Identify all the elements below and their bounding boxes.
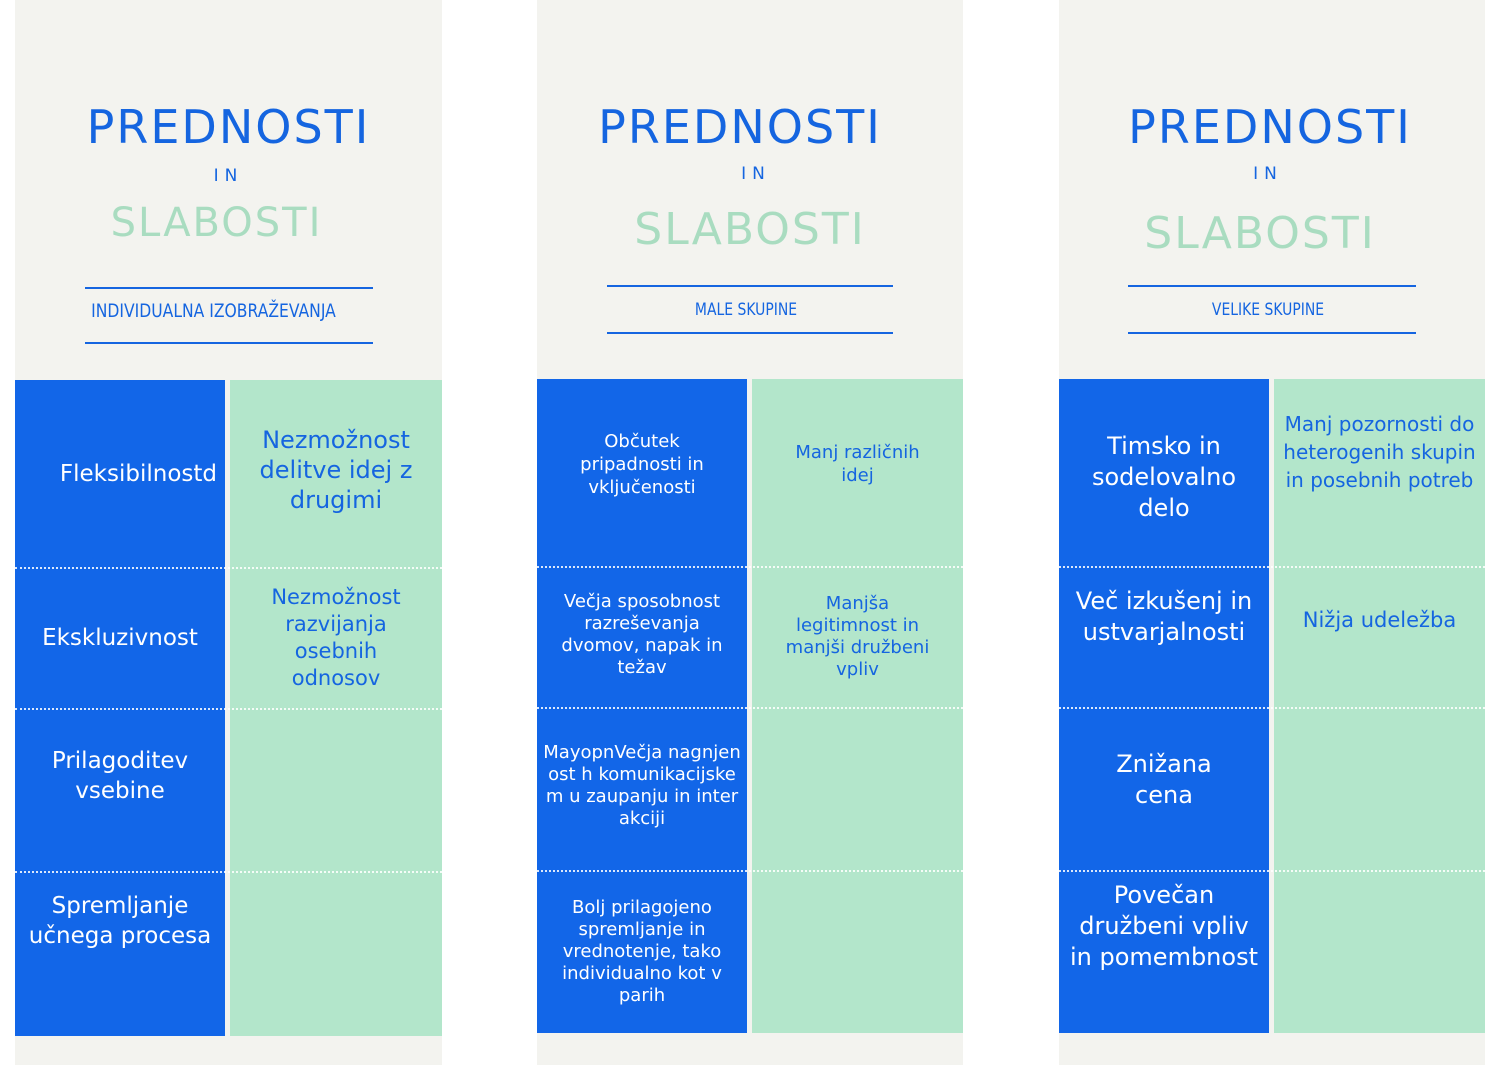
weakness-cell [752, 870, 963, 1033]
panel-label: MALE SKUPINE [694, 300, 798, 320]
weakness-cell: Nižja udeležba [1302, 608, 1457, 632]
weaknesses-column [1274, 379, 1485, 1033]
weakness-cell [752, 707, 963, 870]
panel-subtitle-word: SLABOSTI [1144, 208, 1376, 259]
panel-title: PREDNOSTI [598, 100, 882, 154]
weakness-cell: Nezmožnost razvijanja osebnih odnosov [271, 584, 401, 690]
weakness-cell [230, 871, 442, 1036]
row-divider [1059, 566, 1485, 568]
row-divider [1059, 707, 1485, 709]
rule-top [1128, 285, 1416, 287]
panel-individual-training [15, 0, 442, 1065]
panel-label: INDIVIDUALNA IZOBRAŽEVANJA [91, 300, 336, 322]
strengths-column [1059, 379, 1269, 1033]
panel-subtitle-word: SLABOSTI [634, 204, 866, 255]
panel-small-groups [537, 0, 963, 1065]
panel-subtitle-word: SLABOSTI [110, 200, 323, 246]
strength-cell: Ekskluzivnost [42, 624, 198, 651]
strength-cell: Prilagoditev vsebine [51, 748, 189, 804]
panel-label: VELIKE SKUPINE [1211, 300, 1325, 320]
row-divider [15, 567, 442, 569]
strength-cell: Občutek pripadnosti in vključenosti [580, 431, 704, 498]
row-divider [537, 707, 963, 709]
weakness-cell [230, 708, 442, 871]
strength-cell: Fleksibilnostd [59, 460, 217, 487]
rule-top [607, 285, 893, 287]
panel-title: PREDNOSTI [1128, 100, 1412, 154]
row-divider [15, 871, 442, 873]
strength-cell: Več izkušenj in ustvarjalnosti [1075, 587, 1253, 646]
strength-cell: Večja sposobnost razreševanja dvomov, napak in težav [561, 591, 723, 678]
panel-connector: IN [741, 164, 771, 184]
weakness-cell [1274, 707, 1485, 870]
rule-bottom [607, 332, 893, 334]
rule-bottom [85, 342, 373, 344]
weakness-cell: Manj pozornosti do heterogenih skupin in posebnih potreb [1283, 412, 1476, 492]
row-divider [1059, 870, 1485, 872]
weakness-cell: Manj različnih idej [795, 442, 920, 486]
row-divider [15, 708, 442, 710]
strength-cell: Bolj prilagojeno spremljanje in vrednotenje, tako individualno kot v parih [562, 897, 722, 1006]
strength-cell: Timsko in sodelovalno delo [1091, 432, 1236, 522]
strength-cell: Spremljanje učnega procesa [28, 893, 212, 949]
rule-bottom [1128, 332, 1416, 334]
weakness-cell: Manjša legitimnost in manjši družbeni vpliv [785, 593, 930, 680]
panel-large-groups [1059, 0, 1485, 1065]
strength-cell: MayopnVečja nagnjenost h komunikacijskem u zaupanju in interakciji [543, 742, 741, 829]
strength-cell: Povečan družbeni vpliv in pomembnost [1070, 881, 1258, 971]
panel-title: PREDNOSTI [86, 100, 371, 154]
strengths-column [537, 379, 747, 1033]
row-divider [537, 566, 963, 568]
weakness-cell [1274, 870, 1485, 1033]
strength-cell: Znižana cena [1116, 750, 1212, 809]
row-divider [537, 870, 963, 872]
panel-connector: IN [1253, 164, 1283, 184]
panel-connector: IN [213, 166, 244, 186]
weakness-cell: Nezmožnost delitve idej z drugimi [259, 426, 413, 514]
rule-top [85, 287, 373, 289]
weaknesses-column [752, 379, 963, 1033]
